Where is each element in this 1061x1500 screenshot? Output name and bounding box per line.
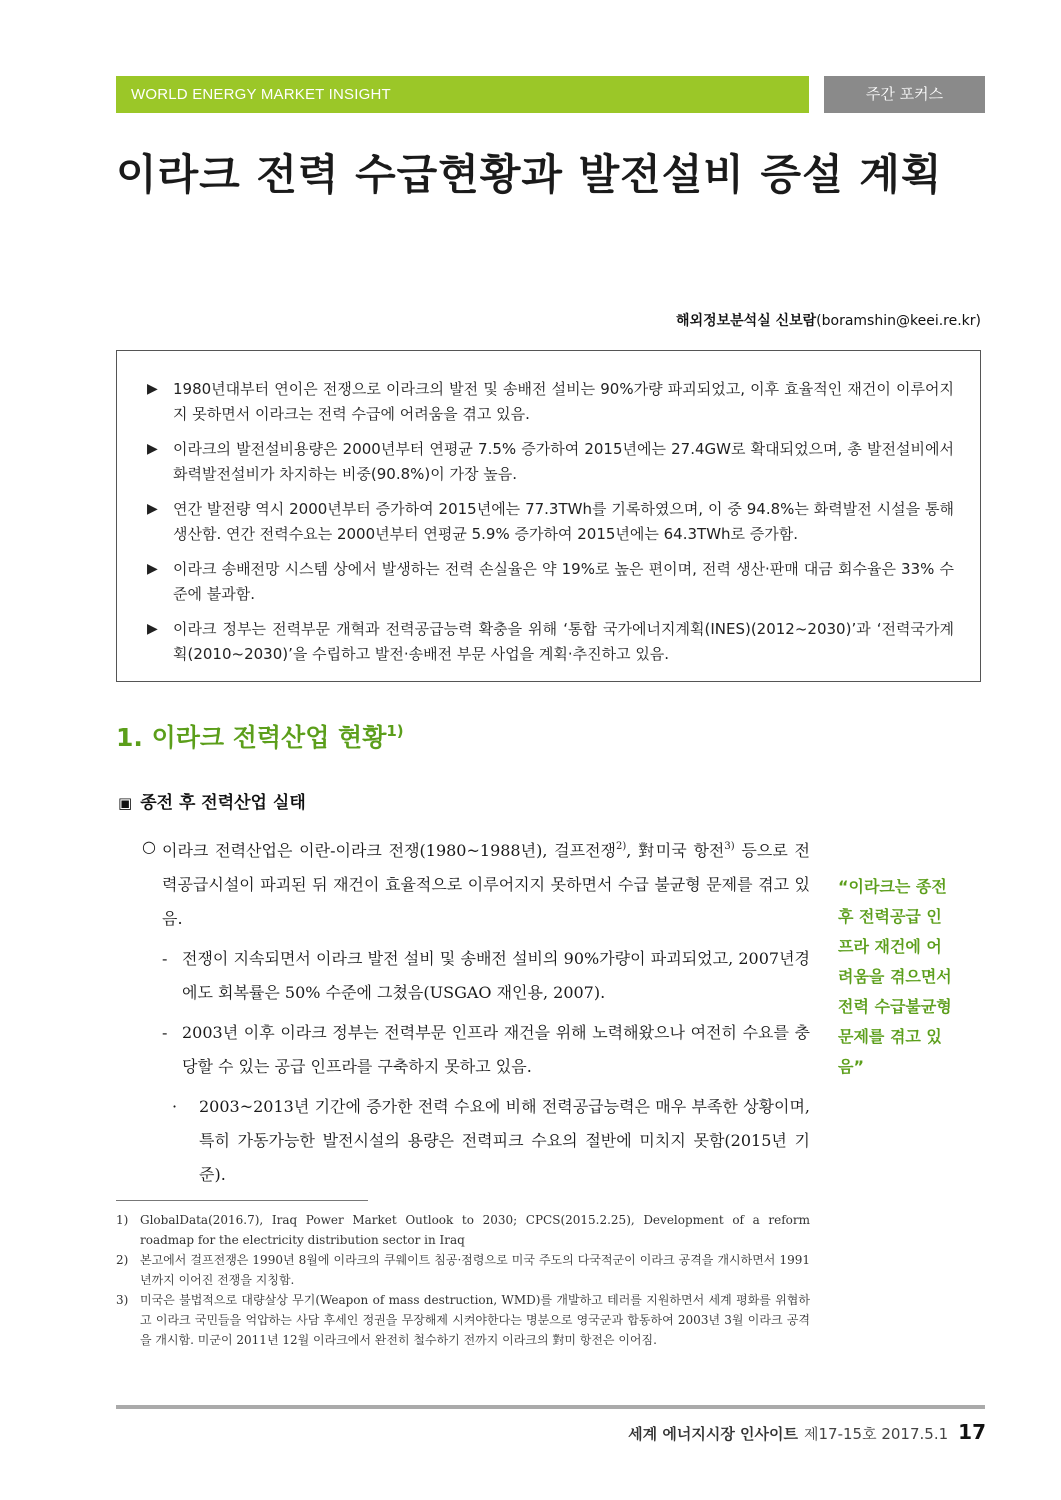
section-heading (116, 718, 404, 754)
triangle-bullet-icon: ▶ (147, 441, 158, 457)
summary-item (147, 617, 954, 667)
triangle-bullet-icon: ▶ (147, 381, 158, 397)
footnote-number: 1) (116, 1213, 129, 1227)
body-column (142, 830, 810, 1192)
page-number: 17 (958, 1420, 986, 1444)
footnote-ref: 2) (616, 841, 627, 852)
summary-item (147, 557, 954, 607)
body-text: 2003년 이후 이라크 정부는 전력부문 인프라 재건을 위해 노력해왔으나 여전히 수요를 충당할 수 있는 공급 인프라를 구축하지 못하고 있음. (182, 1023, 810, 1076)
byline-email: (boramshin@keei.re.kr) (816, 313, 981, 329)
summary-item-text: 이라크의 발전설비용량은 2000년부터 연평균 7.5% 증가하여 2015년에는 27.4GW로 확대되었으며, 총 발전설비에서 화력발전설비가 차지하는 비중(90.8%)이 가장 높음. (173, 440, 954, 483)
body-paragraph (142, 1016, 810, 1084)
summary-box (116, 350, 981, 682)
footnote-ref: 1) (386, 722, 404, 740)
header-series-bar: WORLD ENERGY MARKET INSIGHT (116, 76, 809, 113)
summary-item-text: 이라크 송배전망 시스템 상에서 발생하는 전력 손실율은 약 19%로 높은 편이며, 전력 생산·판매 대금 회수율은 33% 수준에 불과함. (173, 560, 954, 603)
triangle-bullet-icon: ▶ (147, 621, 158, 637)
sub-heading-text: 종전 후 전력산업 실태 (140, 793, 306, 813)
sub-heading (118, 788, 306, 813)
summary-item (147, 437, 954, 487)
page-title: 이라크 전력 수급현황과 발전설비 증설 계획 (116, 150, 943, 199)
summary-item-text: 이라크 정부는 전력부문 개혁과 전력공급능력 확충을 위해 ‘통합 국가에너지계획(INES)(2012~2030)’과 ‘전력국가계획(2010~2030)’을 수립하고 발전·송배전 부문 사업을 계획·추진하고 있음. (173, 620, 954, 663)
square-bullet-icon: ▣ (118, 794, 133, 812)
summary-item (147, 497, 954, 547)
triangle-bullet-icon: ▶ (147, 561, 158, 577)
footer-divider (116, 1405, 985, 1409)
header-section-tag: 주간 포커스 (824, 76, 985, 113)
footer-issue: 제17-15호 2017.5.1 (804, 1425, 949, 1443)
body-paragraph (142, 1090, 810, 1192)
footnote-divider (116, 1200, 368, 1201)
footnote (116, 1210, 810, 1250)
summary-item-text: 연간 발전량 역시 2000년부터 증가하여 2015년에는 77.3TWh를 기록하였으며, 이 중 94.8%는 화력발전 시설을 통해 생산함. 연간 전력수요는 2000년부터 연평균 5.9% 증가하여 2015년에는 64.3TWh로 증가함. (173, 500, 954, 543)
body-paragraph (142, 830, 810, 936)
footnote-text: 미국은 불법적으로 대량살상 무기(Weapon of mass destruction, WMD)를 개발하고 테러를 지원하면서 세계 평화를 위협하고 이라크 국민들을 억압하는 사담 후세인 정권을 무장해제 시켜야한다는 명분으로 영국군과 합동하여 2003년 3월 이라크 공격을 개시함. 미군이 2011년 12월 이라크에서 완전히 철수하기 전까지 이라크의 對미 항전은 이어짐. (140, 1293, 810, 1347)
footnote-text: GlobalData(2016.7), Iraq Power Market Outlook to 2030; CPCS(2015.2.25), Development of a reform roadmap for the electricity distribution sector in Iraq (140, 1213, 810, 1247)
footnote (116, 1290, 810, 1350)
byline-author: 해외정보분석실 신보람 (676, 313, 817, 329)
footer-publication: 세계 에너지시장 인사이트 (628, 1425, 799, 1443)
body-text: 이라크 전력산업은 이란-이라크 전쟁(1980~1988년), 걸프전쟁 (162, 841, 616, 860)
dot-bullet-icon: · (172, 1097, 178, 1116)
section-heading-text: 1. 이라크 전력산업 현황 (116, 723, 387, 752)
pull-quote: “이라크는 종전 후 전력공급 인프라 재건에 어려움을 겪으면서 전력 수급불균형 문제를 겪고 있음” (838, 877, 952, 1076)
footnote-number: 3) (116, 1293, 129, 1307)
byline (676, 310, 981, 330)
body-text: , 對미국 항전 (626, 841, 725, 860)
footnote (116, 1250, 810, 1290)
footnotes (116, 1210, 810, 1350)
body-text: 전쟁이 지속되면서 이라크 발전 설비 및 송배전 설비의 90%가량이 파괴되었고, 2007년경에도 회복률은 50% 수준에 그쳤음(USGAO 재인용, 2007). (182, 949, 810, 1002)
circle-bullet-icon: ○ (142, 837, 156, 856)
body-paragraph (142, 942, 810, 1010)
summary-item (147, 377, 954, 427)
dash-bullet-icon: - (162, 949, 168, 968)
dash-bullet-icon: - (162, 1023, 168, 1042)
body-text: 2003~2013년 기간에 증가한 전력 수요에 비해 전력공급능력은 매우 부족한 상황이며, 특히 가동가능한 발전시설의 용량은 전력피크 수요의 절반에 미치지 못함(2015년 기준). (199, 1097, 810, 1184)
footnote-number: 2) (116, 1253, 129, 1267)
body-text: 등으로 전력공급시설이 파괴된 뒤 재건이 효율적으로 이루어지지 못하면서 수급 불균형 문제를 겪고 있음. (162, 841, 810, 928)
footnote-ref: 3) (724, 841, 735, 852)
page-footer (628, 1420, 986, 1444)
footnote-text: 본고에서 걸프전쟁은 1990년 8월에 이라크의 쿠웨이트 침공·점령으로 미국 주도의 다국적군이 이라크 공격을 개시하면서 1991년까지 이어진 전쟁을 지칭함. (140, 1253, 810, 1287)
summary-item-text: 1980년대부터 연이은 전쟁으로 이라크의 발전 및 송배전 설비는 90%가량 파괴되었고, 이후 효율적인 재건이 이루어지지 못하면서 이라크는 전력 수급에 어려움을 겪고 있음. (173, 380, 954, 423)
triangle-bullet-icon: ▶ (147, 501, 158, 517)
